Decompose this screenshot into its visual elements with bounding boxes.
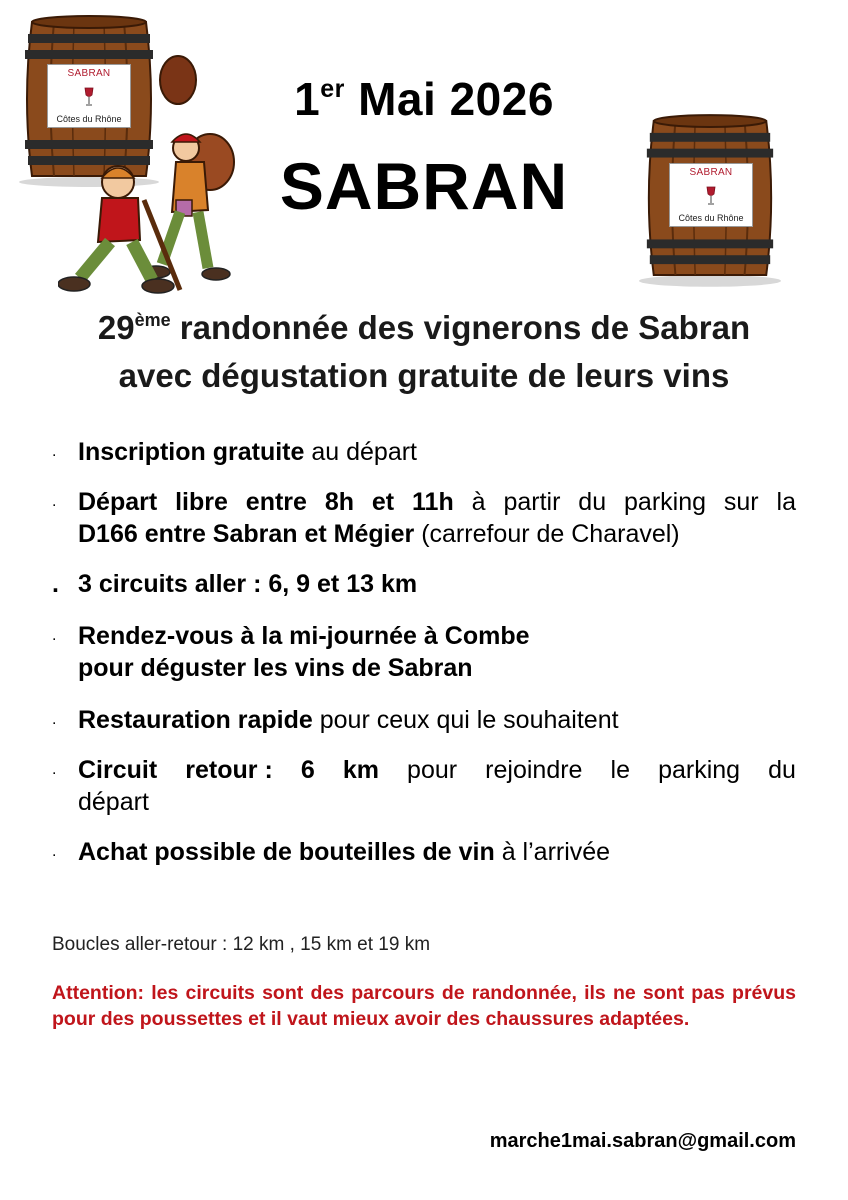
bullet-icon: . (52, 570, 59, 598)
bullet-icon: . (52, 711, 57, 728)
list-item (52, 620, 796, 684)
item-bold: Inscription gratuite (78, 438, 305, 466)
item-text: (carrefour de Charavel) (414, 520, 680, 548)
edition-ordinal: ème (134, 310, 171, 330)
item-bold: pour déguster les vins de Sabran (78, 654, 473, 682)
barrel-label-bottom: Côtes du Rhône (56, 114, 122, 124)
bullet-icon: . (52, 627, 57, 644)
bullet-icon: . (52, 493, 57, 510)
barrel-label-bottom: Côtes du Rhône (678, 213, 744, 223)
event-subtitle (0, 296, 848, 400)
item-text: pour (407, 756, 458, 784)
item-text: à partir du parking sur la (453, 488, 796, 516)
list-item (52, 754, 796, 818)
item-text: pour ceux qui le souhaitent (312, 706, 619, 734)
date-day: 1 (294, 73, 321, 125)
item-bold: D166 entre Sabran et Mégier (78, 520, 415, 548)
list-item (52, 486, 796, 550)
subtitle-line-2: avec dégustation gratuite de leurs vins (118, 357, 730, 394)
barrel-label-top: SABRAN (67, 68, 111, 79)
item-text: départ (78, 788, 149, 816)
item-bold: Restauration rapide (78, 706, 313, 734)
bullet-icon: . (52, 761, 57, 778)
subtitle-text: randonnée des vignerons de Sabran (170, 309, 751, 346)
loops-note: Boucles aller-retour : 12 km , 15 km et 19 km (52, 934, 431, 955)
item-text: au départ (304, 438, 417, 466)
list-item (52, 836, 796, 868)
list-item (52, 436, 796, 468)
item-bold: Départ libre entre 8h et 11h (78, 488, 454, 516)
list-item (52, 704, 796, 736)
item-bold: 6 (300, 756, 315, 784)
item-text: à l’arrivée (494, 838, 611, 866)
item-bold: retour : (185, 756, 273, 784)
list-item (52, 568, 796, 600)
contact-email[interactable]: marche1mai.sabran@gmail.com (489, 1130, 796, 1152)
item-bold: Achat possible de bouteilles de vin (78, 838, 495, 866)
item-bold: km (342, 756, 379, 784)
item-bold: 3 circuits aller : 6, 9 et 13 km (78, 570, 418, 598)
item-text: du (768, 756, 796, 784)
item-text: rejoindre (485, 756, 583, 784)
item-bold: Rendez-vous à la mi-journée à Combe (78, 622, 530, 650)
date-ordinal: er (320, 75, 345, 103)
subtitle-line-1 (0, 296, 848, 352)
event-place: SABRAN (279, 149, 569, 223)
event-date (0, 72, 848, 126)
item-text: parking (658, 756, 741, 784)
edition-number: 29 (97, 309, 135, 346)
bullet-icon: . (52, 443, 57, 460)
item-text: le (610, 756, 630, 784)
warning-text: Attention: les circuits sont des parcours de randonnée, ils ne sont pas prévus pour des poussettes et il vaut mieux avoir des chaussures adaptées. (52, 982, 796, 1030)
date-rest: Mai 2026 (344, 73, 554, 125)
bullet-icon: . (52, 843, 57, 860)
item-bold: Circuit (78, 756, 158, 784)
barrel-label-top: SABRAN (689, 167, 733, 178)
